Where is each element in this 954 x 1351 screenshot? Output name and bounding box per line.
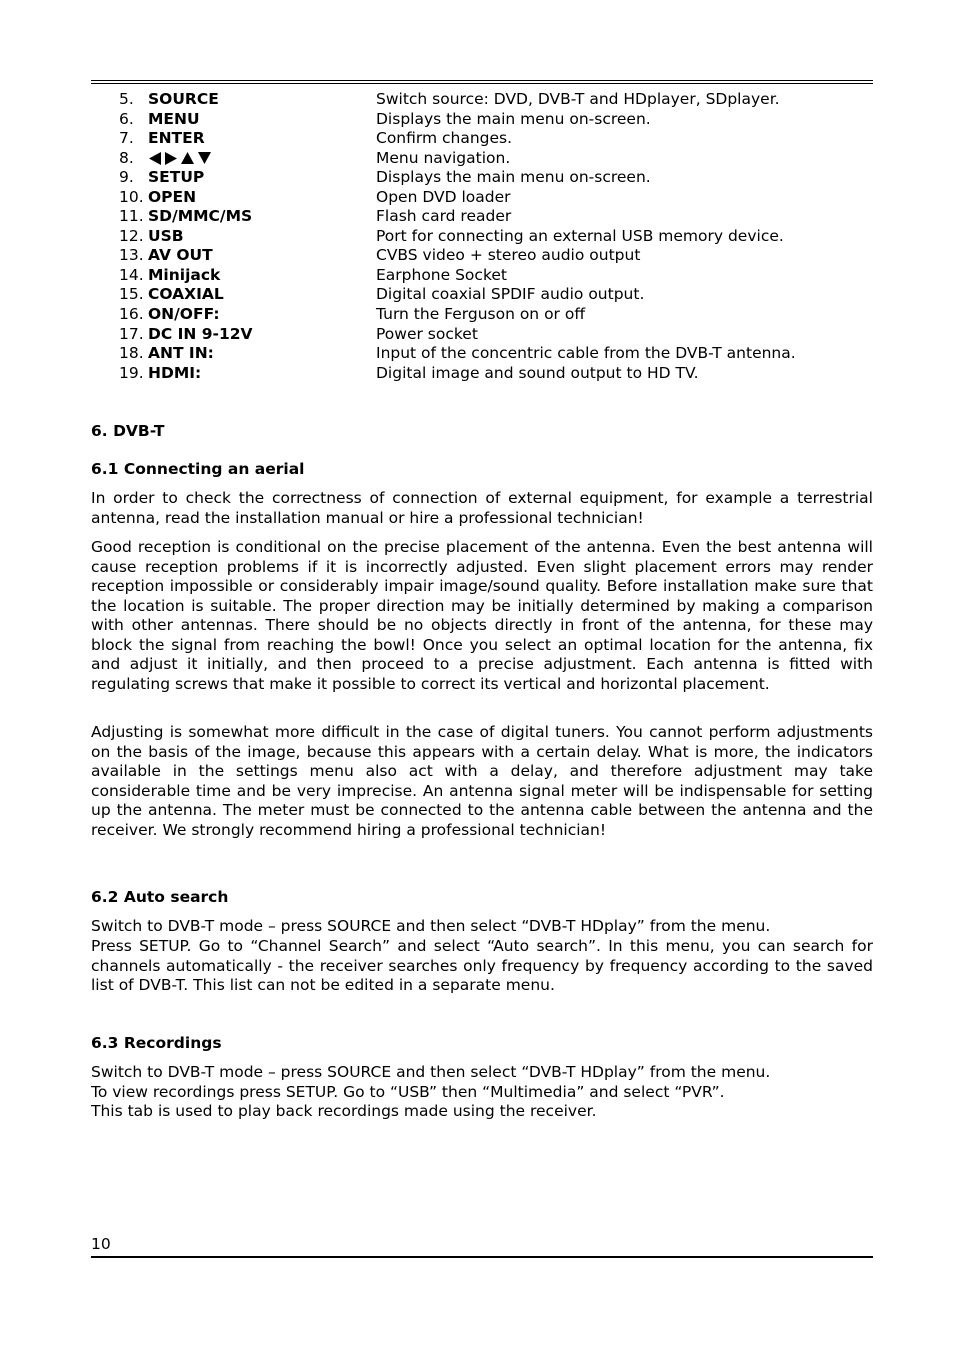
item-number: 13. — [119, 246, 144, 265]
item-term: USB — [148, 226, 184, 245]
recordings-text — [91, 1063, 873, 1122]
header-rule — [91, 80, 873, 84]
list-item — [91, 207, 873, 227]
subsection-heading-aerial: 6.1 Connecting an aerial — [91, 460, 305, 478]
item-number: 18. — [119, 344, 144, 363]
controls-list — [91, 90, 873, 383]
list-item — [91, 129, 873, 149]
item-term: SOURCE — [148, 90, 219, 108]
navigation-arrows — [148, 149, 212, 169]
item-description: Digital image and sound output to HD TV. — [376, 363, 699, 382]
item-number: 8. — [119, 148, 134, 167]
item-term: COAXIAL — [148, 285, 224, 304]
item-term: MENU — [148, 109, 200, 128]
arrow-left-icon — [148, 151, 162, 166]
list-item — [91, 285, 873, 305]
list-item — [91, 246, 873, 266]
item-number: 6. — [119, 109, 134, 128]
item-term: SD/MMC/MS — [148, 207, 253, 226]
item-description: Earphone Socket — [376, 265, 507, 284]
recordings-line-1: Switch to DVB-T mode – press SOURCE and then select “DVB-T HDplay” from the menu. — [91, 1063, 771, 1081]
item-description: Menu navigation. — [376, 148, 511, 167]
subsection-heading-auto-search: 6.2 Auto search — [91, 888, 229, 906]
list-item — [91, 149, 873, 169]
item-number: 5. — [119, 90, 134, 108]
item-description: Confirm changes. — [376, 129, 513, 148]
item-description: Switch source: DVD, DVB-T and HDplayer, SDplayer. — [376, 90, 780, 108]
auto-search-paragraph-2: Press SETUP. Go to “Channel Search” and select “Auto search”. In this menu, you can search for channels automatically - the receiver searches only frequency by frequency according to the saved list of DVB-T. This list can not be edited in a separate menu. — [91, 937, 873, 994]
item-number: 19. — [119, 363, 144, 382]
recordings-line-3: This tab is used to play back recordings made using the receiver. — [91, 1102, 597, 1120]
aerial-paragraph-2: Good reception is conditional on the precise placement of the antenna. Even the best antenna will cause reception problems if it is incorrectly adjusted. Even slight placement errors may render reception impossible or considerably impair image/sound quality. Before installation make sure that the location is suitable. The proper direction may be initially determined by making a comparison with other antennas. There should be no objects directly in front of the antenna, for these may block the signal from reaching the bowl! Once you select an optimal location for the antenna, fix and adjust it initially, and then proceed to a precise adjustment. Each antenna is fitted with regulating screws that make it possible to correct its vertical and horizontal placement. — [91, 538, 873, 693]
item-description: Open DVD loader — [376, 187, 511, 206]
list-item — [91, 110, 873, 130]
section-heading: 6. DVB-T — [91, 422, 165, 440]
item-number: 14. — [119, 265, 144, 284]
item-term: SETUP — [148, 168, 205, 187]
recordings-line-2: To view recordings press SETUP. Go to “USB” then “Multimedia” and select “PVR”. — [91, 1082, 725, 1101]
arrow-up-icon — [180, 151, 195, 165]
list-item — [91, 266, 873, 286]
item-term: ON/OFF: — [148, 305, 220, 324]
aerial-paragraph-3: Adjusting is somewhat more difficult in the case of digital tuners. You cannot perform adjustments on the basis of the image, because this appears with a certain delay. What is more, the indicators available in the settings menu also act with a delay, and therefore adjustment may take considerable time and be very imprecise. An antenna signal meter will be indispensable for setting up the antenna. The meter must be connected to the antenna cable between the antenna and the receiver. We strongly recommend hiring a professional technician! — [91, 723, 873, 839]
item-term: Minijack — [148, 265, 221, 284]
item-description: Digital coaxial SPDIF audio output. — [376, 285, 645, 304]
page-number: 10 — [91, 1235, 111, 1253]
item-description: Port for connecting an external USB memory device. — [376, 226, 784, 245]
item-term: AV OUT — [148, 246, 213, 265]
item-number: 17. — [119, 324, 144, 343]
item-number: 15. — [119, 285, 144, 304]
list-item — [91, 90, 873, 110]
arrow-right-icon — [164, 151, 178, 166]
list-item — [91, 227, 873, 247]
list-item — [91, 168, 873, 188]
list-item — [91, 344, 873, 364]
item-description: CVBS video + stereo audio output — [376, 246, 641, 265]
item-number: 7. — [119, 129, 134, 148]
aerial-paragraph-1: In order to check the correctness of connection of external equipment, for example a terrestrial antenna, read the installation manual or hire a professional technician! — [91, 489, 873, 527]
item-number: 16. — [119, 305, 144, 324]
item-number: 9. — [119, 168, 134, 187]
item-term: ANT IN: — [148, 344, 214, 363]
auto-search-line-1 — [91, 917, 873, 937]
item-term: OPEN — [148, 187, 197, 206]
item-description: Displays the main menu on-screen. — [376, 168, 651, 187]
item-number: 11. — [119, 207, 144, 226]
item-description: Turn the Ferguson on or off — [376, 305, 586, 324]
item-description: Displays the main menu on-screen. — [376, 109, 651, 128]
item-description: Input of the concentric cable from the DVB-T antenna. — [376, 344, 796, 363]
item-number: 12. — [119, 226, 144, 245]
item-description: Flash card reader — [376, 207, 512, 226]
list-item — [91, 188, 873, 208]
arrow-down-icon — [197, 151, 212, 165]
item-term: DC IN 9-12V — [148, 324, 253, 343]
item-term: HDMI: — [148, 363, 202, 382]
item-number: 10. — [119, 187, 144, 206]
list-item — [91, 325, 873, 345]
list-item — [91, 305, 873, 325]
item-term: ENTER — [148, 129, 205, 148]
subsection-heading-recordings: 6.3 Recordings — [91, 1034, 222, 1052]
footer-rule — [91, 1256, 873, 1258]
auto-search-instruction: Switch to DVB-T mode – press SOURCE and then select “DVB-T HDplay” from the menu. — [91, 917, 771, 935]
list-item — [91, 364, 873, 384]
manual-page — [91, 0, 873, 1351]
item-description: Power socket — [376, 324, 478, 343]
